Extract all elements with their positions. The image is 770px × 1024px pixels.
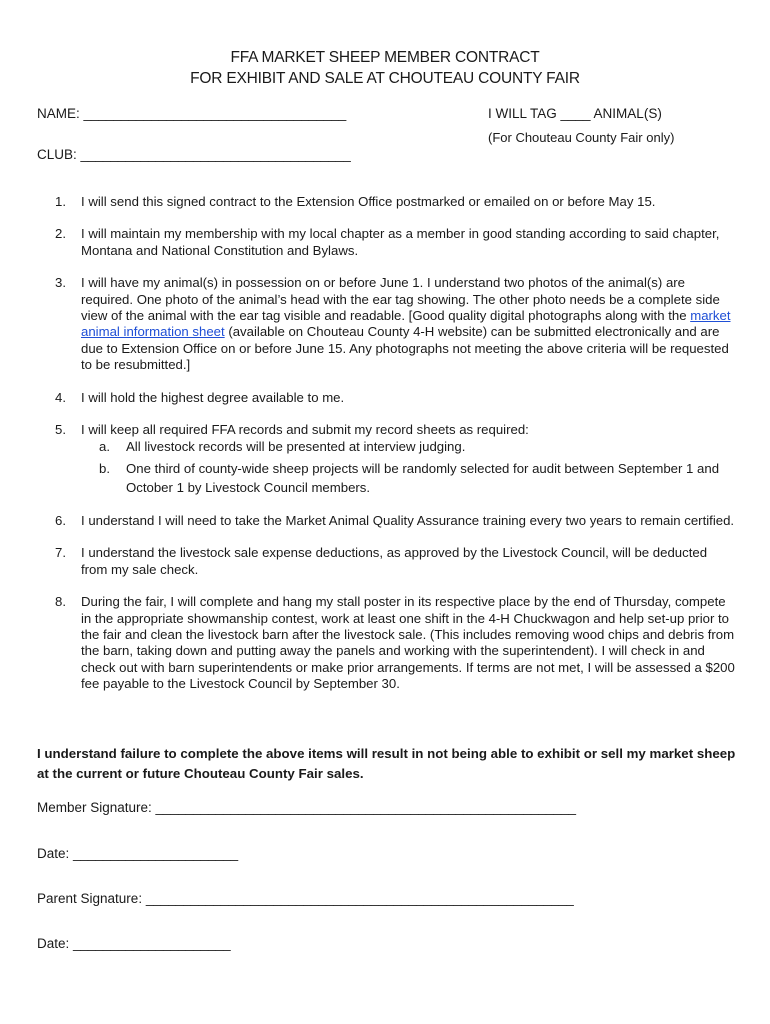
item-number: 4. bbox=[55, 389, 66, 405]
item-text: I will hold the highest degree available to me. bbox=[81, 389, 345, 405]
item-text: I will have my animal(s) in possession on or before June 1. I understand two photos of the animal(s) are required. One photo of the animal’s head with the ear tag showing. The other photo needs be a complete side view of the animal with the ear tag visible and readable. [Good quality digital photographs along with the bbox=[81, 275, 720, 324]
list-item bbox=[55, 545, 735, 578]
list-item bbox=[55, 194, 735, 210]
sub-list-item bbox=[99, 439, 735, 455]
member-date-field[interactable]: Date: ______________________ bbox=[37, 846, 239, 861]
item-number: 1. bbox=[55, 194, 66, 209]
sub-item-letter: a. bbox=[99, 439, 110, 455]
contract-title-line-1: FFA MARKET SHEEP MEMBER CONTRACT bbox=[230, 49, 540, 66]
sub-list-item bbox=[99, 459, 735, 497]
list-item bbox=[55, 226, 735, 259]
contract-title-line-2: FOR EXHIBIT AND SALE AT CHOUTEAU COUNTY FAIR bbox=[190, 70, 580, 87]
club-field[interactable]: CLUB: ____________________________________ bbox=[37, 147, 351, 162]
name-field[interactable]: NAME: ___________________________________ bbox=[37, 106, 347, 121]
sub-item-text: One third of county-wide sheep projects will be randomly selected for audit between September 1 and October 1 by Livestock Council members. bbox=[126, 460, 720, 495]
sub-item-text: All livestock records will be presented at interview judging. bbox=[126, 439, 466, 455]
list-item bbox=[55, 275, 735, 373]
sub-list bbox=[81, 439, 735, 496]
sub-item-letter: b. bbox=[99, 460, 110, 476]
item-number: 8. bbox=[55, 594, 66, 610]
list-item bbox=[55, 422, 735, 497]
item-text: (available on Chouteau County 4-H website) can be submitted electronically and are due to Extension Office on or before June 15. Any photographs not meeting the above criteria will be requested to be resubmitted.] bbox=[81, 324, 729, 373]
tag-count-field[interactable]: I WILL TAG ____ ANIMAL(S) bbox=[488, 106, 662, 121]
item-number: 2. bbox=[55, 226, 66, 242]
item-number: 6. bbox=[55, 512, 66, 528]
item-number: 3. bbox=[55, 275, 66, 291]
item-number: 7. bbox=[55, 545, 66, 561]
contract-terms-list bbox=[55, 194, 735, 693]
parent-signature-field[interactable]: Parent Signature: _________________________________________________________ bbox=[37, 891, 574, 906]
failure-warning: I understand failure to complete the above items will result in not being able to exhibit or sell my market sheep at the current or future Chouteau County Fair sales. bbox=[37, 746, 736, 781]
item-text: I will maintain my membership with my local chapter as a member in good standing according to said chapter, Montana and National Constitution and Bylaws. bbox=[81, 226, 720, 258]
item-number: 5. bbox=[55, 422, 66, 438]
item-text: During the fair, I will complete and hang my stall poster in its respective place by the end of Thursday, compete in the appropriate showmanship contest, work at least one shift in the 4-H Chuckwagon and help set-up prior to the fair and clean the livestock barn after the livestock sale. (This includes removing wood chips and debris from the barn, taking down and putting away the panels and working with the superintendent). I will check in and check out with barn superintendents or make prior arrangements. If terms are not met, I will be assessed a $200 fee payable to the Livestock Council by September 30. bbox=[81, 594, 735, 692]
item-text: I will keep all required FFA records and submit my record sheets as required: bbox=[81, 422, 529, 438]
item-text: I will send this signed contract to the Extension Office postmarked or emailed on or before May 15. bbox=[81, 194, 656, 209]
list-item bbox=[55, 390, 735, 406]
item-text: I understand the livestock sale expense deductions, as approved by the Livestock Council, will be deducted from my sale check. bbox=[81, 545, 708, 577]
list-item bbox=[55, 513, 735, 529]
member-signature-field[interactable]: Member Signature: ________________________________________________________ bbox=[37, 800, 577, 815]
item-text: I understand I will need to take the Market Animal Quality Assurance training every two years to remain certified. bbox=[81, 512, 735, 528]
tag-note: (For Chouteau County Fair only) bbox=[488, 130, 675, 145]
parent-date-field[interactable]: Date: _____________________ bbox=[37, 936, 231, 951]
market-animal-info-link[interactable]: market animal information sheet bbox=[81, 308, 731, 340]
list-item bbox=[55, 594, 735, 692]
